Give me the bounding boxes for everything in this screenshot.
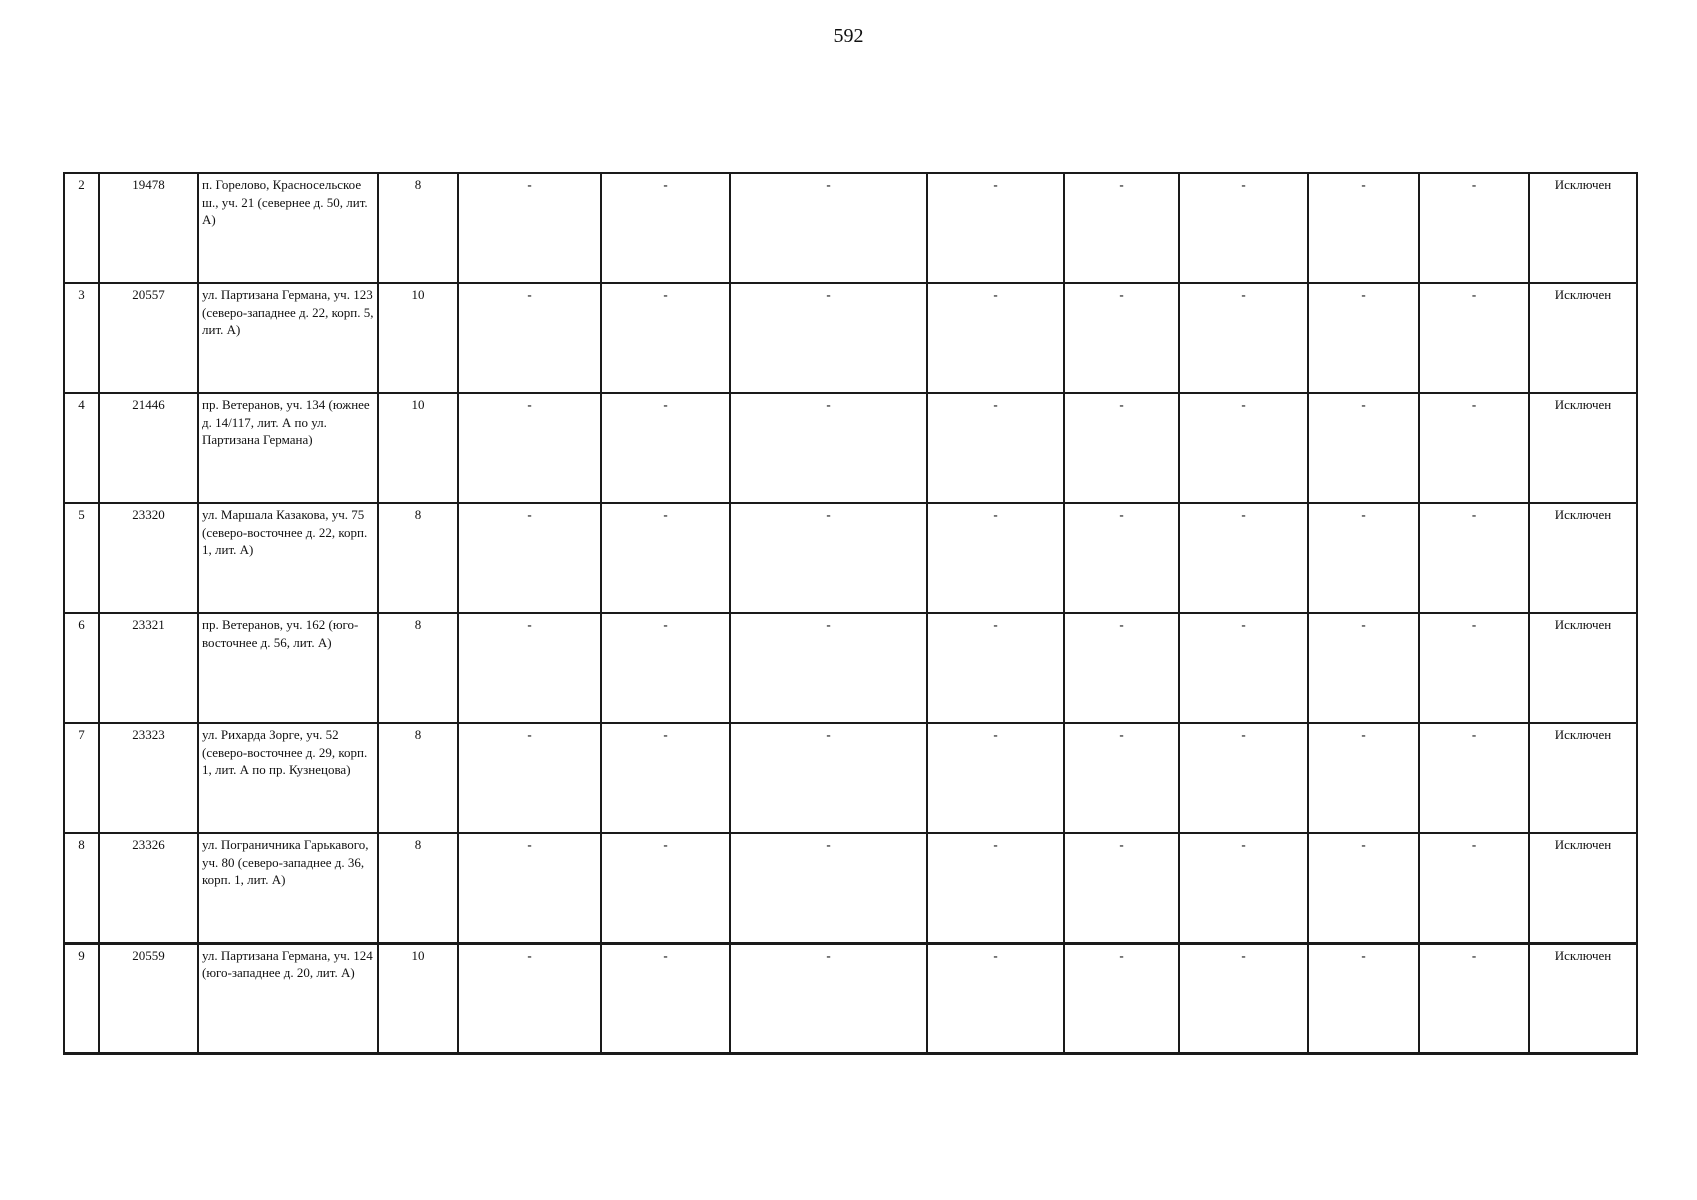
row-value-cell: - bbox=[1308, 943, 1419, 1053]
row-number: 6 bbox=[64, 613, 99, 723]
row-address: п. Горелово, Красносельское ш., уч. 21 (севернее д. 50, лит. А) bbox=[198, 173, 378, 283]
row-value-cell: - bbox=[730, 393, 927, 503]
row-value-cell: - bbox=[1064, 283, 1179, 393]
row-number: 2 bbox=[64, 173, 99, 283]
row-value-cell: - bbox=[601, 723, 730, 833]
row-value-cell: - bbox=[927, 283, 1064, 393]
row-value-cell: - bbox=[458, 723, 601, 833]
row-value-cell: - bbox=[1419, 393, 1529, 503]
row-value-cell: - bbox=[1179, 833, 1308, 943]
row-value-cell: - bbox=[1419, 943, 1529, 1053]
row-value-cell: - bbox=[601, 833, 730, 943]
row-value-cell: - bbox=[1308, 173, 1419, 283]
row-value-cell: - bbox=[458, 173, 601, 283]
row-address: пр. Ветеранов, уч. 134 (южнее д. 14/117, лит. А по ул. Партизана Германа) bbox=[198, 393, 378, 503]
row-value-cell: - bbox=[1308, 393, 1419, 503]
row-address: ул. Маршала Казакова, уч. 75 (северо-восточнее д. 22, корп. 1, лит. А) bbox=[198, 503, 378, 613]
row-value-cell: - bbox=[1179, 173, 1308, 283]
row-address: ул. Рихарда Зорге, уч. 52 (северо-восточнее д. 29, корп. 1, лит. А по пр. Кузнецова) bbox=[198, 723, 378, 833]
row-number: 3 bbox=[64, 283, 99, 393]
row-id: 23320 bbox=[99, 503, 198, 613]
row-value-cell: - bbox=[927, 173, 1064, 283]
row-value-cell: - bbox=[927, 503, 1064, 613]
row-id: 20557 bbox=[99, 283, 198, 393]
row-number: 5 bbox=[64, 503, 99, 613]
row-value-cell: - bbox=[458, 393, 601, 503]
row-value-cell: - bbox=[927, 613, 1064, 723]
row-number: 4 bbox=[64, 393, 99, 503]
table-row bbox=[64, 943, 1637, 1053]
row-number: 8 bbox=[64, 833, 99, 943]
row-value-cell: - bbox=[601, 393, 730, 503]
row-value-cell: - bbox=[458, 283, 601, 393]
row-value-cell: - bbox=[458, 833, 601, 943]
row-value-cell: - bbox=[1064, 503, 1179, 613]
row-value-cell: - bbox=[730, 833, 927, 943]
row-value-cell: - bbox=[1419, 613, 1529, 723]
row-status: Исключен bbox=[1529, 503, 1637, 613]
row-value-cell: - bbox=[1419, 283, 1529, 393]
row-value-cell: - bbox=[730, 283, 927, 393]
row-value-cell: - bbox=[1308, 723, 1419, 833]
row-value-cell: - bbox=[730, 723, 927, 833]
row-value-cell: - bbox=[458, 503, 601, 613]
row-value-cell: - bbox=[1179, 943, 1308, 1053]
row-value-cell: - bbox=[1064, 943, 1179, 1053]
registry-table bbox=[63, 172, 1638, 1055]
row-status: Исключен bbox=[1529, 283, 1637, 393]
row-address: пр. Ветеранов, уч. 162 (юго-восточнее д. 56, лит. А) bbox=[198, 613, 378, 723]
row-value-cell: - bbox=[1179, 613, 1308, 723]
row-status: Исключен bbox=[1529, 173, 1637, 283]
row-value-cell: - bbox=[1419, 173, 1529, 283]
row-value-cell: - bbox=[458, 613, 601, 723]
row-value-cell: - bbox=[601, 283, 730, 393]
row-value-cell: - bbox=[1308, 833, 1419, 943]
table-row bbox=[64, 173, 1637, 283]
row-number: 9 bbox=[64, 943, 99, 1053]
row-value-cell: - bbox=[927, 833, 1064, 943]
row-status: Исключен bbox=[1529, 943, 1637, 1053]
row-status: Исключен bbox=[1529, 613, 1637, 723]
table-row bbox=[64, 393, 1637, 503]
row-value-cell: - bbox=[1419, 503, 1529, 613]
row-value-cell: - bbox=[1064, 723, 1179, 833]
row-address: ул. Пограничника Гарькавого, уч. 80 (северо-западнее д. 36, корп. 1, лит. А) bbox=[198, 833, 378, 943]
row-value-cell: - bbox=[927, 393, 1064, 503]
table-row bbox=[64, 723, 1637, 833]
row-value-cell: - bbox=[1064, 833, 1179, 943]
row-value-cell: - bbox=[1179, 723, 1308, 833]
row-value-cell: - bbox=[601, 943, 730, 1053]
row-status: Исключен bbox=[1529, 833, 1637, 943]
row-value-cell: - bbox=[1308, 283, 1419, 393]
row-area: 8 bbox=[378, 173, 458, 283]
row-value-cell: - bbox=[1419, 833, 1529, 943]
row-value-cell: - bbox=[927, 943, 1064, 1053]
row-value-cell: - bbox=[1308, 613, 1419, 723]
row-area: 8 bbox=[378, 833, 458, 943]
row-status: Исключен bbox=[1529, 393, 1637, 503]
row-address: ул. Партизана Германа, уч. 124 (юго-западнее д. 20, лит. А) bbox=[198, 943, 378, 1053]
row-area: 10 bbox=[378, 283, 458, 393]
row-value-cell: - bbox=[601, 613, 730, 723]
row-status: Исключен bbox=[1529, 723, 1637, 833]
row-id: 21446 bbox=[99, 393, 198, 503]
row-value-cell: - bbox=[1064, 173, 1179, 283]
table-row bbox=[64, 833, 1637, 943]
row-area: 10 bbox=[378, 943, 458, 1053]
row-value-cell: - bbox=[1179, 283, 1308, 393]
row-id: 20559 bbox=[99, 943, 198, 1053]
row-value-cell: - bbox=[1419, 723, 1529, 833]
row-value-cell: - bbox=[1179, 393, 1308, 503]
row-value-cell: - bbox=[1308, 503, 1419, 613]
row-value-cell: - bbox=[601, 503, 730, 613]
row-area: 10 bbox=[378, 393, 458, 503]
row-value-cell: - bbox=[458, 943, 601, 1053]
row-value-cell: - bbox=[1179, 503, 1308, 613]
row-id: 19478 bbox=[99, 173, 198, 283]
table-row bbox=[64, 613, 1637, 723]
row-value-cell: - bbox=[730, 503, 927, 613]
row-id: 23326 bbox=[99, 833, 198, 943]
page-number: 592 bbox=[833, 25, 864, 47]
row-id: 23323 bbox=[99, 723, 198, 833]
row-value-cell: - bbox=[1064, 613, 1179, 723]
row-value-cell: - bbox=[730, 943, 927, 1053]
row-value-cell: - bbox=[927, 723, 1064, 833]
row-area: 8 bbox=[378, 723, 458, 833]
row-value-cell: - bbox=[1064, 393, 1179, 503]
row-address: ул. Партизана Германа, уч. 123 (северо-западнее д. 22, корп. 5, лит. А) bbox=[198, 283, 378, 393]
row-area: 8 bbox=[378, 503, 458, 613]
table-row bbox=[64, 503, 1637, 613]
row-value-cell: - bbox=[601, 173, 730, 283]
row-id: 23321 bbox=[99, 613, 198, 723]
row-number: 7 bbox=[64, 723, 99, 833]
table-row bbox=[64, 283, 1637, 393]
row-area: 8 bbox=[378, 613, 458, 723]
row-value-cell: - bbox=[730, 173, 927, 283]
row-value-cell: - bbox=[730, 613, 927, 723]
